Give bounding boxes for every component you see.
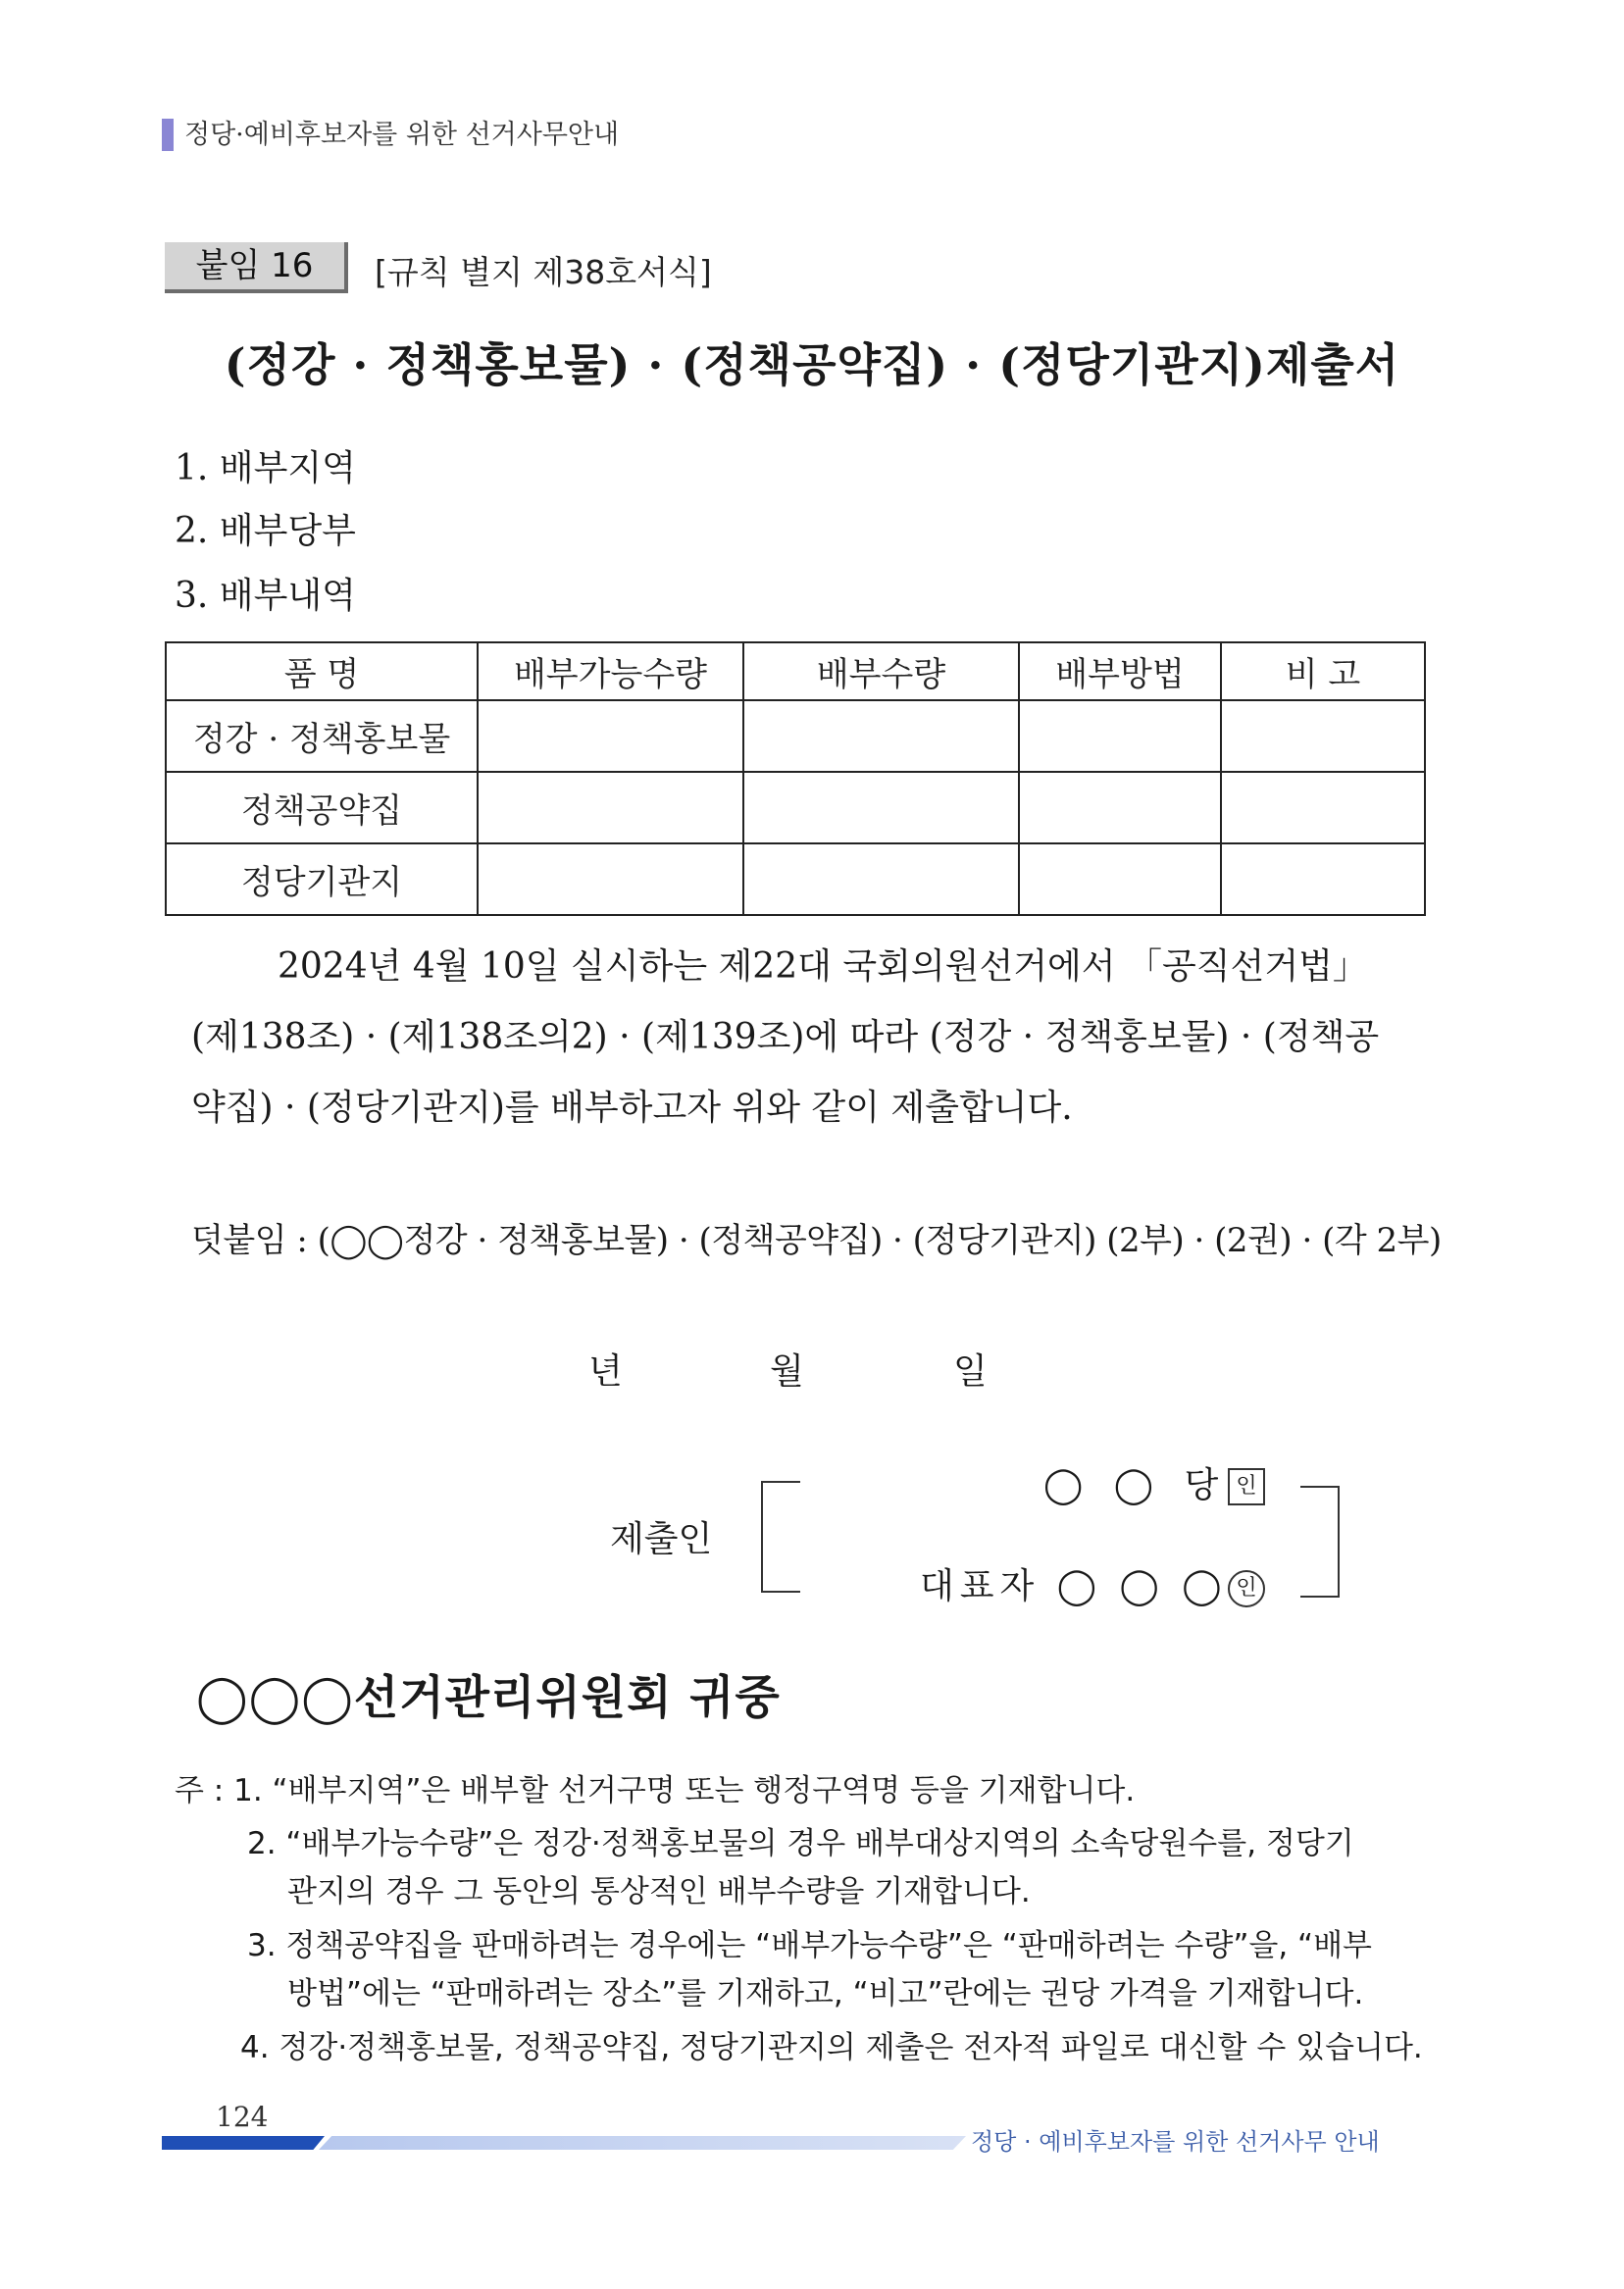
addressee: ◯◯◯선거관리위원회 귀중 xyxy=(196,1671,781,1725)
date-year: 년 xyxy=(588,1351,623,1392)
table-cell[interactable] xyxy=(743,843,1019,915)
table-cell: 정책공약집 xyxy=(166,772,478,843)
table-cell[interactable] xyxy=(743,772,1019,843)
date-month: 월 xyxy=(770,1351,804,1392)
note-4: 4. 정강·정책홍보물, 정책공약집, 정당기관지의 제출은 전자적 파일로 대신할 수 있습니다. xyxy=(240,2030,1423,2065)
col-header-distribution-qty: 배부수량 xyxy=(743,642,1019,700)
note-2-line-1: 2. “배부가능수량”은 정강·정책홍보물의 경우 배부대상지역의 소속당원수를, 정당기 xyxy=(247,1826,1354,1861)
submitter-label: 제출인 xyxy=(610,1519,713,1559)
body-line-3: 약집) · (정당기관지)를 배부하고자 위와 같이 제출합니다. xyxy=(191,1088,1073,1128)
table-cell: 정강 · 정책홍보물 xyxy=(166,700,478,772)
table-cell[interactable] xyxy=(743,700,1019,772)
right-bracket xyxy=(1300,1486,1340,1598)
table-cell: 정당기관지 xyxy=(166,843,478,915)
seal-icon: 인 xyxy=(1228,1468,1265,1505)
representative-name: 대표자 ◯ ◯ ◯ xyxy=(920,1566,1228,1606)
table-cell[interactable] xyxy=(1221,843,1425,915)
table-cell[interactable] xyxy=(1221,700,1425,772)
footer-accent-bar xyxy=(162,2136,325,2150)
section-distribution-branch: 2. 배부당부 xyxy=(175,511,356,551)
col-header-distribution-method: 배부방법 xyxy=(1019,642,1221,700)
table-row xyxy=(166,700,1425,772)
date-day: 일 xyxy=(953,1351,988,1392)
party-name: ◯ ◯ 당 xyxy=(1043,1465,1229,1505)
table-cell[interactable] xyxy=(1019,772,1221,843)
note-1: 주 : 1. “배부지역”은 배부할 선거구명 또는 행정구역명 등을 기재합니다. xyxy=(175,1773,1136,1808)
body-line-2: (제138조) · (제138조의2) · (제139조)에 따라 (정강 · 정책홍보물) · (정책공 xyxy=(191,1017,1380,1057)
table-cell[interactable] xyxy=(1221,772,1425,843)
col-header-remarks: 비 고 xyxy=(1221,642,1425,700)
attachment-line: 덧붙임 : (◯◯정강 · 정책홍보물) · (정책공약집) · (정당기관지) (2부) · (2권) · (각 2부) xyxy=(191,1221,1442,1260)
form-title: (정강 · 정책홍보물) · (정책공약집) · (정당기관지)제출서 xyxy=(224,338,1400,391)
body-line-1: 2024년 4월 10일 실시하는 제22대 국회의원선거에서 「공직선거법」 xyxy=(278,946,1368,987)
seal-icon: 인 xyxy=(1228,1570,1265,1607)
table-row xyxy=(166,772,1425,843)
note-3-line-1: 3. 정책공약집을 판매하려는 경우에는 “배부가능수량”은 “판매하려는 수량”을, “배부 xyxy=(247,1928,1372,1963)
attachment-badge: 붙임 16 xyxy=(165,242,348,293)
left-bracket xyxy=(761,1481,800,1593)
distribution-table xyxy=(165,641,1426,916)
footer-gradient-bar xyxy=(319,2136,966,2150)
table-cell[interactable] xyxy=(478,772,743,843)
note-2-line-2: 관지의 경우 그 동안의 통상적인 배부수량을 기재합니다. xyxy=(287,1874,1031,1909)
header-accent-bar xyxy=(162,119,174,151)
table-header-row xyxy=(166,642,1425,700)
table-row xyxy=(166,843,1425,915)
form-reference: [규칙 별지 제38호서식] xyxy=(375,253,712,291)
table-cell[interactable] xyxy=(1019,843,1221,915)
page-number: 124 xyxy=(216,2101,269,2133)
running-header: 정당·예비후보자를 위한 선거사무안내 xyxy=(184,120,620,150)
footer-title: 정당 · 예비후보자를 위한 선거사무 안내 xyxy=(971,2128,1380,2156)
section-distribution-area: 1. 배부지역 xyxy=(175,448,356,488)
note-3-line-2: 방법”에는 “판매하려는 장소”를 기재하고, “비고”란에는 권당 가격을 기재합니다. xyxy=(287,1976,1364,2011)
table-cell[interactable] xyxy=(1019,700,1221,772)
table-cell[interactable] xyxy=(478,843,743,915)
col-header-available-qty: 배부가능수량 xyxy=(478,642,743,700)
section-distribution-details: 3. 배부내역 xyxy=(175,576,356,616)
col-header-item-name: 품 명 xyxy=(166,642,478,700)
table-cell[interactable] xyxy=(478,700,743,772)
